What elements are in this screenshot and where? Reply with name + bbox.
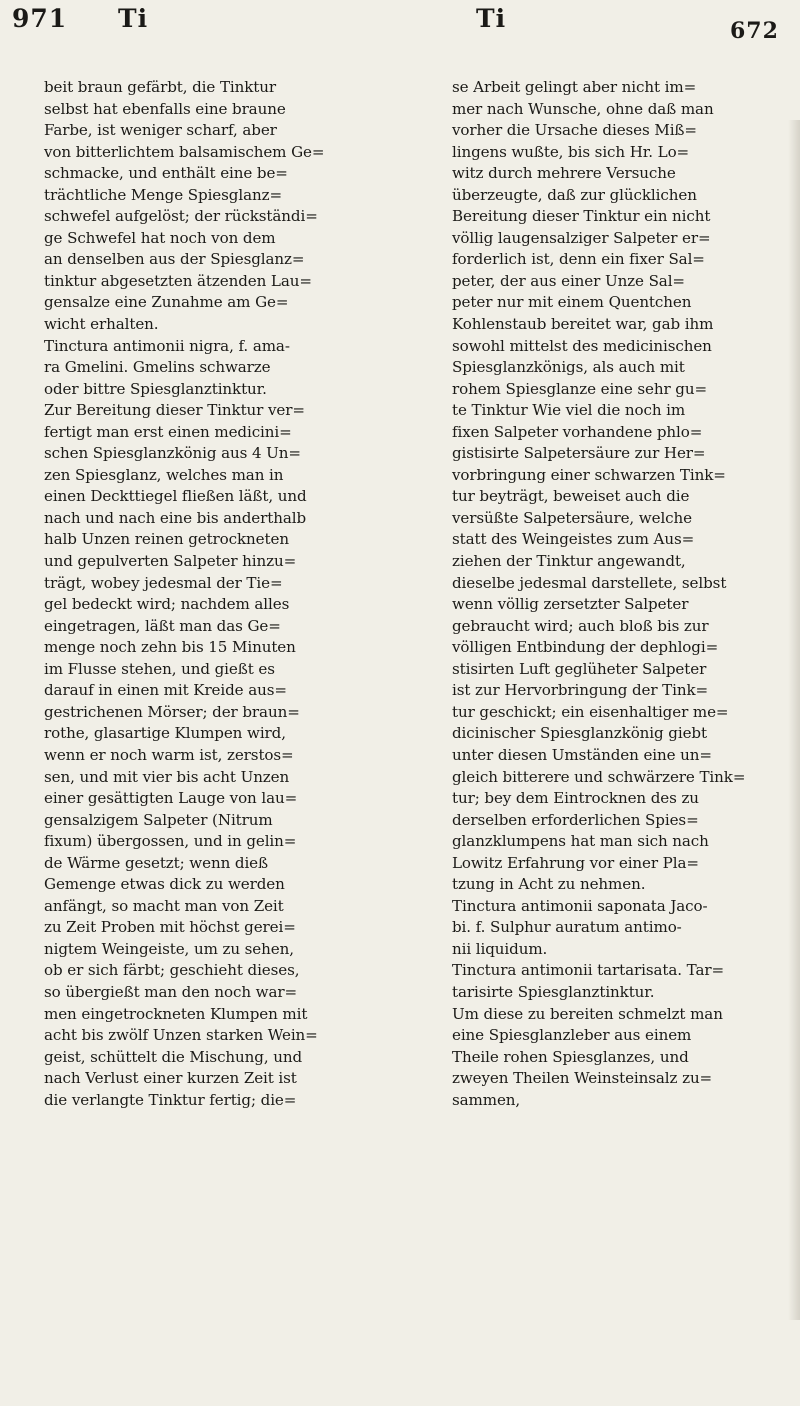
text-line: eingetragen, läßt man das Ge= — [44, 616, 281, 635]
text-line: Gemenge etwas dick zu werden — [44, 875, 285, 894]
running-head-left: Ti — [118, 4, 149, 33]
text-line: dieselbe jedesmal darstellete, selbst — [452, 573, 727, 592]
text-line: tinktur abgesetzten ätzenden Lau= — [44, 271, 312, 290]
text-line: nach und nach eine bis anderthalb — [44, 508, 307, 527]
page-edge-shadow — [788, 120, 800, 1320]
text-line: rothe, glasartige Klumpen wird, — [44, 724, 286, 743]
text-line: witz durch mehrere Versuche — [452, 164, 676, 183]
text-line: tur beyträgt, beweiset auch die — [452, 487, 690, 506]
text-line: Tinctura antimonii saponata Jaco- — [452, 896, 708, 915]
text-line: peter, der aus einer Unze Sal= — [452, 271, 685, 290]
text-line: einer gesättigten Lauge von lau= — [44, 789, 298, 808]
text-line: darauf in einen mit Kreide aus= — [44, 681, 287, 700]
text-line: Kohlenstaub bereitet war, gab ihm — [452, 315, 714, 334]
text-line: acht bis zwölf Unzen starken Wein= — [44, 1026, 318, 1045]
text-line: forderlich ist, denn ein fixer Sal= — [452, 250, 705, 269]
text-line: nigtem Weingeiste, um zu sehen, — [44, 939, 294, 958]
text-line: sammen, — [452, 1090, 521, 1109]
text-line: versüßte Salpetersäure, welche — [452, 508, 692, 527]
text-line: rohem Spiesglanze eine sehr gu= — [452, 379, 708, 398]
text-line: fertigt man erst einen medicini= — [44, 422, 292, 441]
left-text-column — [44, 77, 416, 1111]
text-line: unter diesen Umständen eine un= — [452, 745, 712, 764]
text-line: schwefel aufgelöst; der rückständi= — [44, 207, 318, 226]
page-number-right: 672 — [730, 18, 779, 44]
text-line: Tinctura antimonii tartarisata. Tar= — [452, 961, 725, 980]
text-line: und gepulverten Salpeter hinzu= — [44, 552, 297, 571]
text-line: an denselben aus der Spiesglanz= — [44, 250, 305, 269]
text-line: de Wärme gesetzt; wenn dieß — [44, 853, 268, 872]
text-line: gensalzigem Salpeter (Nitrum — [44, 810, 273, 829]
text-line: bi. f. Sulphur auratum antimo- — [452, 918, 682, 937]
text-line: stisirten Luft geglüheter Salpeter — [452, 659, 707, 678]
text-line: trägt, wobey jedesmal der Tie= — [44, 573, 283, 592]
text-line: statt des Weingeistes zum Aus= — [452, 530, 695, 549]
text-line: völligen Entbindung der dephlogi= — [452, 638, 719, 657]
text-line: geist, schüttelt die Mischung, und — [44, 1047, 303, 1066]
text-line: halb Unzen reinen getrockneten — [44, 530, 289, 549]
text-line: wenn völlig zersetzter Salpeter — [452, 595, 689, 614]
text-line: Um diese zu bereiten schmelzt man — [452, 1004, 723, 1023]
text-line: so übergießt man den noch war= — [44, 982, 298, 1001]
text-line: wenn er noch warm ist, zerstos= — [44, 745, 294, 764]
text-line: die verlangte Tinktur fertig; die= — [44, 1090, 297, 1109]
text-line: gensalze eine Zunahme am Ge= — [44, 293, 289, 312]
text-line: glanzklumpens hat man sich nach — [452, 832, 709, 851]
text-line: beit braun gefärbt, die Tinktur — [44, 78, 277, 96]
text-line: Theile rohen Spiesglanzes, und — [452, 1047, 689, 1066]
text-line: anfängt, so macht man von Zeit — [44, 896, 284, 915]
text-line: fixen Salpeter vorhandene phlo= — [452, 422, 703, 441]
text-line: einen Deckttiegel fließen läßt, und — [44, 487, 307, 506]
text-line: schmacke, und enthält eine be= — [44, 164, 288, 183]
text-line: völlig laugensalziger Salpeter er= — [452, 228, 711, 247]
text-line: tur geschickt; ein eisenhaltiger me= — [452, 702, 729, 721]
text-line: zu Zeit Proben mit höchst gerei= — [44, 918, 296, 937]
text-line: schen Spiesglanzkönig aus 4 Un= — [44, 444, 301, 463]
text-line: ra Gmelini. Gmelins schwarze — [44, 358, 271, 377]
text-line: ob er sich färbt; geschieht dieses, — [44, 961, 300, 980]
text-line: Spiesglanzkönigs, als auch mit — [452, 358, 685, 377]
text-line: ge Schwefel hat noch von dem — [44, 228, 276, 247]
text-line: lingens wußte, bis sich Hr. Lo= — [452, 142, 690, 161]
text-line: gistisirte Salpetersäure zur Her= — [452, 444, 706, 463]
text-line: wicht erhalten. — [44, 315, 159, 334]
text-line: gleich bitterere und schwärzere Tink= — [452, 767, 746, 786]
text-line: Bereitung dieser Tinktur ein nicht — [452, 207, 711, 226]
text-line: peter nur mit einem Quentchen — [452, 293, 692, 312]
text-line: eine Spiesglanzleber aus einem — [452, 1026, 692, 1045]
text-line: Farbe, ist weniger scharf, aber — [44, 121, 277, 140]
running-head-right: Ti — [476, 4, 507, 33]
text-line: im Flusse stehen, und gießt es — [44, 659, 275, 678]
text-line: fixum) übergossen, und in gelin= — [44, 832, 297, 851]
text-line: gebraucht wird; auch bloß bis zur — [452, 616, 709, 635]
text-line: zen Spiesglanz, welches man in — [44, 465, 284, 484]
text-line: überzeugte, daß zur glücklichen — [452, 185, 697, 204]
text-line: Zur Bereitung dieser Tinktur ver= — [44, 401, 305, 420]
text-line: tur; bey dem Eintrocknen des zu — [452, 789, 699, 808]
text-line: von bitterlichtem balsamischem Ge= — [44, 142, 325, 161]
text-line: vorher die Ursache dieses Miß= — [452, 121, 697, 140]
text-line: trächtliche Menge Spiesglanz= — [44, 185, 282, 204]
text-line: nach Verlust einer kurzen Zeit ist — [44, 1069, 297, 1088]
text-line: menge noch zehn bis 15 Minuten — [44, 638, 296, 657]
text-line: gel bedeckt wird; nachdem alles — [44, 595, 290, 614]
text-line: mer nach Wunsche, ohne daß man — [452, 99, 714, 118]
text-line: vorbringung einer schwarzen Tink= — [452, 465, 726, 484]
text-line: ist zur Hervorbringung der Tink= — [452, 681, 709, 700]
text-line: ziehen der Tinktur angewandt, — [452, 552, 686, 571]
text-line: men eingetrockneten Klumpen mit — [44, 1004, 308, 1023]
text-line: Tinctura antimonii nigra, f. ama- — [44, 336, 290, 355]
text-line: sowohl mittelst des medicinischen — [452, 336, 712, 355]
text-line: tzung in Acht zu nehmen. — [452, 875, 646, 894]
text-line: sen, und mit vier bis acht Unzen — [44, 767, 290, 786]
text-line: nii liquidum. — [452, 939, 548, 958]
right-text-column — [452, 77, 792, 1111]
text-line: se Arbeit gelingt aber nicht im= — [452, 78, 697, 96]
text-line: tarisirte Spiesglanztinktur. — [452, 982, 655, 1001]
text-line: gestrichenen Mörser; der braun= — [44, 702, 300, 721]
text-line: derselben erforderlichen Spies= — [452, 810, 699, 829]
text-line: dicinischer Spiesglanzkönig giebt — [452, 724, 707, 743]
text-line: Lowitz Erfahrung vor einer Pla= — [452, 853, 699, 872]
text-line: te Tinktur Wie viel die noch im — [452, 401, 686, 420]
text-line: zweyen Theilen Weinsteinsalz zu= — [452, 1069, 713, 1088]
text-line: oder bittre Spiesglanztinktur. — [44, 379, 267, 398]
text-line: selbst hat ebenfalls eine braune — [44, 99, 286, 118]
page-number-left: 971 — [12, 4, 68, 33]
